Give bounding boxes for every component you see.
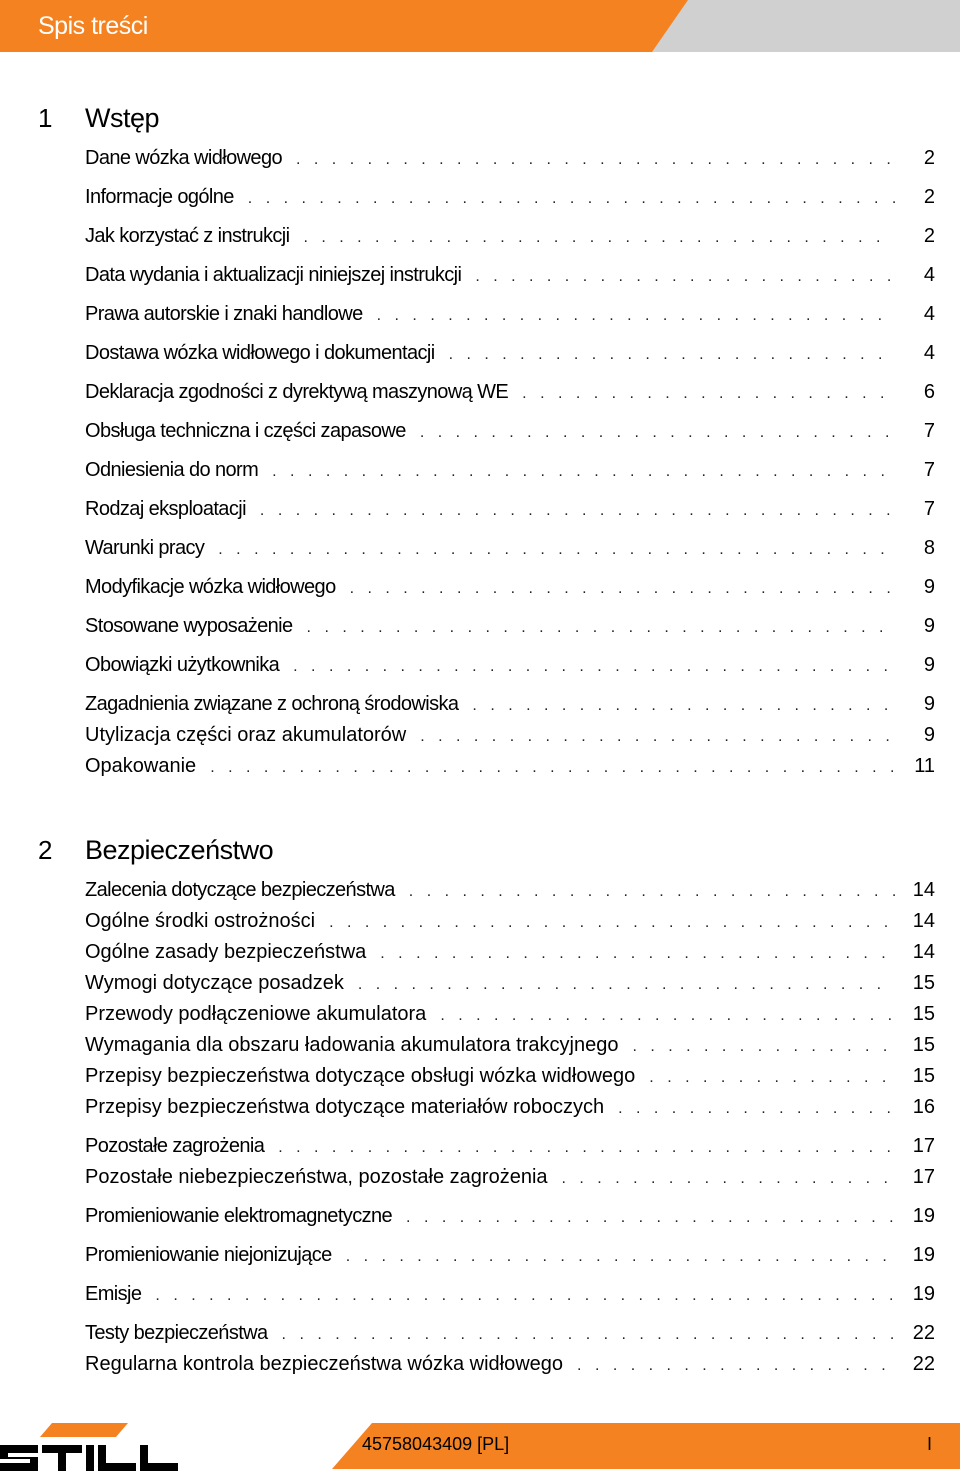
dot-leader bbox=[377, 300, 895, 331]
dot-leader bbox=[282, 1319, 895, 1350]
toc-entry-row bbox=[85, 416, 935, 447]
toc-entry-page: 17 bbox=[912, 1166, 935, 1188]
toc-entry[interactable] bbox=[0, 1349, 960, 1380]
toc-entry[interactable] bbox=[0, 751, 960, 782]
toc-entry-label: Jak korzystać z instrukcji bbox=[85, 225, 290, 247]
toc-entry-row bbox=[85, 299, 935, 330]
dot-leader bbox=[307, 612, 895, 643]
toc-section-1 bbox=[0, 95, 960, 782]
toc-entry-row bbox=[85, 377, 935, 408]
toc-entry-row bbox=[85, 455, 935, 486]
toc-entry-page: 14 bbox=[912, 910, 935, 932]
toc-entry-row bbox=[85, 937, 935, 968]
dot-leader bbox=[346, 1241, 895, 1272]
toc-entry-label: Warunki pracy bbox=[85, 537, 205, 559]
toc-entry-row bbox=[85, 1162, 935, 1193]
toc-entry-row bbox=[85, 1279, 935, 1310]
dot-leader bbox=[278, 1132, 895, 1163]
dot-leader bbox=[632, 1031, 895, 1062]
toc-entry-row bbox=[85, 999, 935, 1030]
dot-leader bbox=[406, 1202, 895, 1233]
toc-entry-page: 9 bbox=[923, 654, 935, 676]
toc-entry[interactable] bbox=[0, 1318, 960, 1349]
page-number: I bbox=[927, 1434, 933, 1454]
toc-entry[interactable] bbox=[0, 143, 960, 174]
toc-entry-row bbox=[85, 1061, 935, 1092]
toc-entry[interactable] bbox=[0, 650, 960, 681]
toc-entry-page: 15 bbox=[912, 1065, 935, 1087]
dot-leader bbox=[618, 1093, 895, 1124]
toc-entry[interactable] bbox=[0, 720, 960, 751]
toc-entry-label: Prawa autorskie i znaki handlowe bbox=[85, 303, 363, 325]
header-bar bbox=[0, 0, 960, 52]
toc-entry[interactable] bbox=[0, 1092, 960, 1123]
toc-entry[interactable] bbox=[0, 533, 960, 564]
toc-entry-page: 7 bbox=[923, 459, 935, 481]
toc-entry-row bbox=[85, 906, 935, 937]
toc-entry-row bbox=[85, 143, 935, 174]
dot-leader bbox=[248, 183, 895, 214]
toc-entry-label: Promieniowanie elektromagnetyczne bbox=[85, 1205, 393, 1227]
toc-entry-row bbox=[85, 611, 935, 642]
toc-entry-row bbox=[85, 1030, 935, 1061]
toc-entry-page: 19 bbox=[912, 1244, 935, 1266]
toc-entry-row bbox=[85, 1201, 935, 1232]
toc-entry-label: Testy bezpieczeństwa bbox=[85, 1322, 268, 1344]
section-heading bbox=[0, 827, 960, 875]
toc-entry-label: Stosowane wyposażenie bbox=[85, 615, 293, 637]
toc-entry-label: Informacje ogólne bbox=[85, 186, 234, 208]
document-number: 45758043409 [PL] bbox=[362, 1434, 510, 1454]
dot-leader bbox=[210, 752, 895, 783]
toc-entry-label: Odniesienia do norm bbox=[85, 459, 259, 481]
toc-entry-label: Opakowanie bbox=[85, 755, 197, 777]
toc-entry[interactable] bbox=[0, 937, 960, 968]
toc-entry[interactable] bbox=[0, 1061, 960, 1092]
toc-entry-page: 9 bbox=[923, 615, 935, 637]
toc-entry-row bbox=[85, 533, 935, 564]
toc-entry[interactable] bbox=[0, 572, 960, 603]
still-logo bbox=[0, 1423, 180, 1473]
toc-entry[interactable] bbox=[0, 1201, 960, 1232]
toc-entry[interactable] bbox=[0, 416, 960, 447]
toc-entry-page: 15 bbox=[912, 972, 935, 994]
toc-entry-label: Przepisy bezpieczeństwa dotyczące obsługi wózka widłowego bbox=[85, 1065, 636, 1087]
dot-leader bbox=[272, 456, 895, 487]
toc-entry[interactable] bbox=[0, 494, 960, 525]
toc-entry-row bbox=[85, 875, 935, 906]
toc-entry-page: 15 bbox=[912, 1034, 935, 1056]
toc-entry-label: Regularna kontrola bezpieczeństwa wózka widłowego bbox=[85, 1353, 564, 1375]
toc-entry-page: 8 bbox=[923, 537, 935, 559]
toc-entry[interactable] bbox=[0, 221, 960, 252]
toc-entry-page: 11 bbox=[914, 755, 935, 777]
toc-entry-label: Emisje bbox=[85, 1283, 142, 1305]
dot-leader bbox=[303, 222, 895, 253]
toc-entry-label: Pozostałe zagrożenia bbox=[85, 1135, 265, 1157]
toc-entry-page: 14 bbox=[912, 879, 935, 901]
toc-entry-page: 14 bbox=[912, 941, 935, 963]
toc-entry[interactable] bbox=[0, 182, 960, 213]
dot-leader bbox=[475, 261, 895, 292]
dot-leader bbox=[350, 573, 895, 604]
toc-entry[interactable] bbox=[0, 1240, 960, 1271]
toc-entry-label: Zagadnienia związane z ochroną środowiska bbox=[85, 693, 459, 715]
toc-entries bbox=[0, 143, 960, 782]
toc-entry-row bbox=[85, 1318, 935, 1349]
toc-entry-row bbox=[85, 720, 935, 751]
toc-entry-page: 4 bbox=[923, 303, 935, 325]
toc-entry-label: Dane wózka widłowego bbox=[85, 147, 283, 169]
toc-entry[interactable] bbox=[0, 377, 960, 408]
toc-entry-row bbox=[85, 494, 935, 525]
toc-entry-label: Rodzaj eksploatacji bbox=[85, 498, 246, 520]
toc-entry-page: 19 bbox=[912, 1205, 935, 1227]
toc-entry-page: 4 bbox=[923, 342, 935, 364]
dot-leader bbox=[293, 651, 895, 682]
dot-leader bbox=[420, 721, 895, 752]
page-title: Spis treści bbox=[38, 12, 148, 40]
toc-entry-page: 19 bbox=[912, 1283, 935, 1305]
toc-entry-page: 9 bbox=[923, 576, 935, 598]
toc-entry-row bbox=[85, 751, 935, 782]
toc-entry[interactable] bbox=[0, 611, 960, 642]
toc-entry[interactable] bbox=[0, 1279, 960, 1310]
toc-entry-row bbox=[85, 1240, 935, 1271]
toc-entry-label: Promieniowanie niejonizujące bbox=[85, 1244, 332, 1266]
toc-entry-row bbox=[85, 968, 935, 999]
toc-entry[interactable] bbox=[0, 338, 960, 369]
toc-entry-label: Ogólne środki ostrożności bbox=[85, 910, 316, 932]
section-number: 1 bbox=[38, 103, 53, 133]
dot-leader bbox=[380, 938, 895, 969]
section-heading bbox=[0, 95, 960, 143]
section-number: 2 bbox=[38, 835, 53, 865]
toc-entry-page: 16 bbox=[912, 1096, 935, 1118]
table-of-contents bbox=[0, 95, 960, 1380]
dot-leader bbox=[440, 1000, 895, 1031]
toc-entry[interactable] bbox=[0, 455, 960, 486]
dot-leader bbox=[218, 534, 895, 565]
toc-entry-page: 7 bbox=[923, 420, 935, 442]
toc-entry-label: Utylizacja części oraz akumulatorów bbox=[85, 724, 407, 746]
section-title: Bezpieczeństwo bbox=[85, 835, 274, 865]
toc-entry[interactable] bbox=[0, 1131, 960, 1162]
toc-entry-label: Obowiązki użytkownika bbox=[85, 654, 280, 676]
toc-entry-label: Przepisy bezpieczeństwa dotyczące materiałów roboczych bbox=[85, 1096, 605, 1118]
toc-entry-label: Dostawa wózka widłowego i dokumentacji bbox=[85, 342, 435, 364]
dot-leader bbox=[420, 417, 895, 448]
dot-leader bbox=[409, 876, 895, 907]
toc-entry-page: 9 bbox=[923, 693, 935, 715]
toc-entry-label: Obsługa techniczna i części zapasowe bbox=[85, 420, 406, 442]
dot-leader bbox=[577, 1350, 895, 1381]
dot-leader bbox=[358, 969, 895, 1000]
toc-entry-page: 15 bbox=[912, 1003, 935, 1025]
toc-entry-page: 7 bbox=[923, 498, 935, 520]
toc-entry-label: Ogólne zasady bezpieczeństwa bbox=[85, 941, 367, 963]
toc-entry[interactable] bbox=[0, 999, 960, 1030]
toc-entry[interactable] bbox=[0, 906, 960, 937]
toc-entries bbox=[0, 875, 960, 1380]
toc-entry[interactable] bbox=[0, 299, 960, 330]
toc-entry-label: Data wydania i aktualizacji niniejszej instrukcji bbox=[85, 264, 462, 286]
toc-entry[interactable] bbox=[0, 1030, 960, 1061]
toc-entry-page: 22 bbox=[912, 1322, 935, 1344]
toc-entry-page: 4 bbox=[923, 264, 935, 286]
toc-entry-row bbox=[85, 572, 935, 603]
dot-leader bbox=[155, 1280, 895, 1311]
toc-entry-row bbox=[85, 689, 935, 720]
toc-entry-label: Wymagania dla obszaru ładowania akumulatora trakcyjnego bbox=[85, 1034, 619, 1056]
toc-entry-row bbox=[85, 1092, 935, 1123]
toc-entry-label: Modyfikacje wózka widłowego bbox=[85, 576, 336, 598]
toc-entry-row bbox=[85, 650, 935, 681]
toc-entry-label: Wymogi dotyczące posadzek bbox=[85, 972, 344, 994]
dot-leader bbox=[296, 144, 895, 175]
toc-entry-row bbox=[85, 221, 935, 252]
toc-entry[interactable] bbox=[0, 968, 960, 999]
dot-leader bbox=[522, 378, 895, 409]
toc-entry-row bbox=[85, 1349, 935, 1380]
section-title: Wstęp bbox=[85, 103, 160, 133]
toc-entry[interactable] bbox=[0, 1162, 960, 1193]
dot-leader bbox=[649, 1062, 895, 1093]
toc-entry-label: Przewody podłączeniowe akumulatora bbox=[85, 1003, 427, 1025]
dot-leader bbox=[472, 690, 895, 721]
toc-entry-label: Deklaracja zgodności z dyrektywą maszynową WE bbox=[85, 381, 509, 403]
toc-entry-row bbox=[85, 182, 935, 213]
toc-entry-label: Zalecenia dotyczące bezpieczeństwa bbox=[85, 879, 395, 901]
dot-leader bbox=[329, 907, 895, 938]
toc-entry-page: 6 bbox=[923, 381, 935, 403]
toc-entry-row bbox=[85, 1131, 935, 1162]
toc-entry[interactable] bbox=[0, 875, 960, 906]
toc-entry-page: 2 bbox=[923, 186, 935, 208]
toc-entry-row bbox=[85, 260, 935, 291]
toc-entry-page: 22 bbox=[912, 1353, 935, 1375]
toc-entry-page: 2 bbox=[923, 147, 935, 169]
toc-entry[interactable] bbox=[0, 689, 960, 720]
dot-leader bbox=[449, 339, 895, 370]
toc-section-2 bbox=[0, 827, 960, 1380]
toc-entry-page: 2 bbox=[923, 225, 935, 247]
toc-entry[interactable] bbox=[0, 260, 960, 291]
toc-entry-page: 9 bbox=[923, 724, 935, 746]
footer bbox=[0, 1423, 960, 1480]
dot-leader bbox=[562, 1163, 895, 1194]
dot-leader bbox=[260, 495, 895, 526]
toc-entry-label: Pozostałe niebezpieczeństwa, pozostałe zagrożenia bbox=[85, 1166, 548, 1188]
toc-entry-page: 17 bbox=[912, 1135, 935, 1157]
toc-entry-row bbox=[85, 338, 935, 369]
